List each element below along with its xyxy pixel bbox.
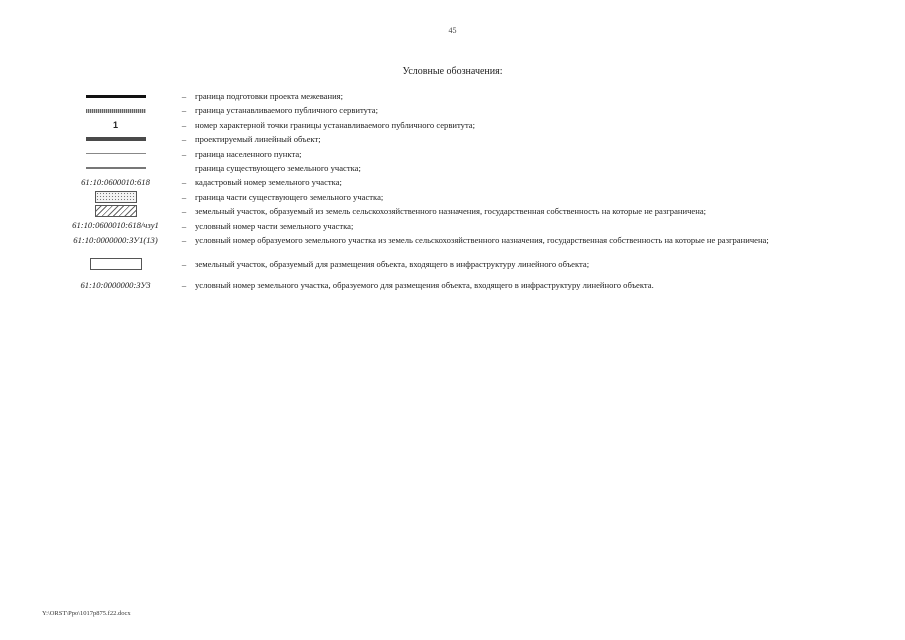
thick-gray-line-icon — [86, 137, 146, 141]
legend-description: условный номер части земельного участка; — [195, 220, 354, 231]
legend-dash: – — [181, 206, 187, 217]
legend-description: кадастровый номер земельного участка; — [195, 177, 342, 188]
legend-row-existing-plot-boundary — [58, 161, 848, 175]
legend-row-project-boundary — [58, 89, 848, 103]
legend-title: Условные обозначения: — [402, 66, 503, 77]
legend-symbol — [58, 190, 173, 204]
legend-symbol — [58, 219, 173, 233]
legend-description: условный номер образуемого земельного участка из земель сельскохозяйственного назначения, государственная собственность на которые не разграничена; — [195, 234, 769, 245]
legend-symbol — [58, 278, 173, 292]
legend-description: номер характерной точки границы устанавливаемого публичного сервитута; — [195, 119, 476, 130]
file-path-footer: Y:\ORST\Ppo\1017p875.f22.docx — [42, 610, 131, 617]
legend-description: граница населенного пункта; — [195, 148, 302, 159]
point-number-label: 1 — [112, 119, 118, 130]
legend-row-point-number — [58, 118, 848, 132]
legend-symbol — [58, 132, 173, 146]
legend-symbol — [58, 118, 173, 132]
legend-description: условный номер земельного участка, образуемого для размещения объекта, входящего в инфраструктуру линейного объекта. — [195, 279, 654, 290]
thick-line-icon — [86, 95, 146, 98]
legend-row-plot-part-number — [58, 219, 848, 233]
infrastructure-plot-code: 61:10:0000000:ЗУ3 — [80, 279, 151, 290]
legend-dash: – — [181, 220, 187, 231]
cadastral-number-code: 61:10:0600010:618 — [81, 177, 150, 188]
legend-symbol — [58, 103, 173, 117]
legend-dash: – — [181, 119, 187, 130]
legend-dash: – — [181, 279, 187, 290]
legend-dash: – — [181, 134, 187, 145]
dotted-box-icon — [95, 191, 137, 203]
legend-description: граница существующего земельного участка; — [195, 162, 361, 173]
legend-dash — [173, 161, 195, 163]
legend-row-linear-object — [58, 132, 848, 146]
hatched-box-icon — [95, 205, 137, 217]
legend-description: проектируемый линейный объект; — [195, 134, 321, 145]
legend-row-agricultural-plot — [58, 204, 848, 218]
legend-description: граница подготовки проекта межевания; — [195, 91, 344, 101]
legend-dash: – — [181, 234, 187, 245]
legend-row-new-plot-number — [58, 233, 848, 257]
legend-description: граница части существующего земельного участка; — [195, 191, 384, 202]
legend-symbol — [58, 89, 173, 103]
legend-list — [58, 89, 848, 292]
legend-dash: – — [181, 148, 187, 159]
legend-dash: – — [181, 177, 187, 188]
legend-symbol — [58, 175, 173, 189]
legend-row-infrastructure-plot — [58, 257, 848, 274]
hatched-line-icon — [86, 109, 146, 113]
legend-row-settlement-boundary — [58, 147, 848, 161]
legend-dash: – — [181, 191, 187, 202]
legend-description: земельный участок, образуемый для размещения объекта, входящего в инфраструктуру линейного объекта; — [195, 258, 590, 269]
legend-description: земельный участок, образуемый из земель сельскохозяйственного назначения, государственная собственность на которые не разграничена; — [195, 206, 707, 217]
plot-part-code: 61:10:0600010:618/чзу1 — [72, 220, 159, 231]
legend-symbol — [58, 147, 173, 161]
empty-box-icon — [90, 258, 142, 270]
legend-row-servitude-boundary — [58, 103, 848, 117]
legend-dash: – — [181, 258, 187, 269]
legend-row-cadastral-number — [58, 175, 848, 189]
legend-description: граница устанавливаемого публичного сервитута; — [195, 105, 378, 116]
legend-symbol — [58, 233, 173, 247]
thin-line-icon — [86, 167, 146, 169]
legend-row-infrastructure-plot-number — [58, 278, 848, 292]
legend-dash: – — [181, 105, 187, 116]
legend-row-plot-part-boundary — [58, 190, 848, 204]
legend-symbol — [58, 257, 173, 271]
new-plot-code: 61:10:0000000:ЗУ1(13) — [73, 234, 158, 245]
legend-symbol — [58, 161, 173, 175]
legend-symbol — [58, 204, 173, 218]
legend-dash: – — [181, 91, 187, 101]
page-number: 45 — [448, 26, 457, 35]
thin-line-icon — [86, 153, 146, 154]
